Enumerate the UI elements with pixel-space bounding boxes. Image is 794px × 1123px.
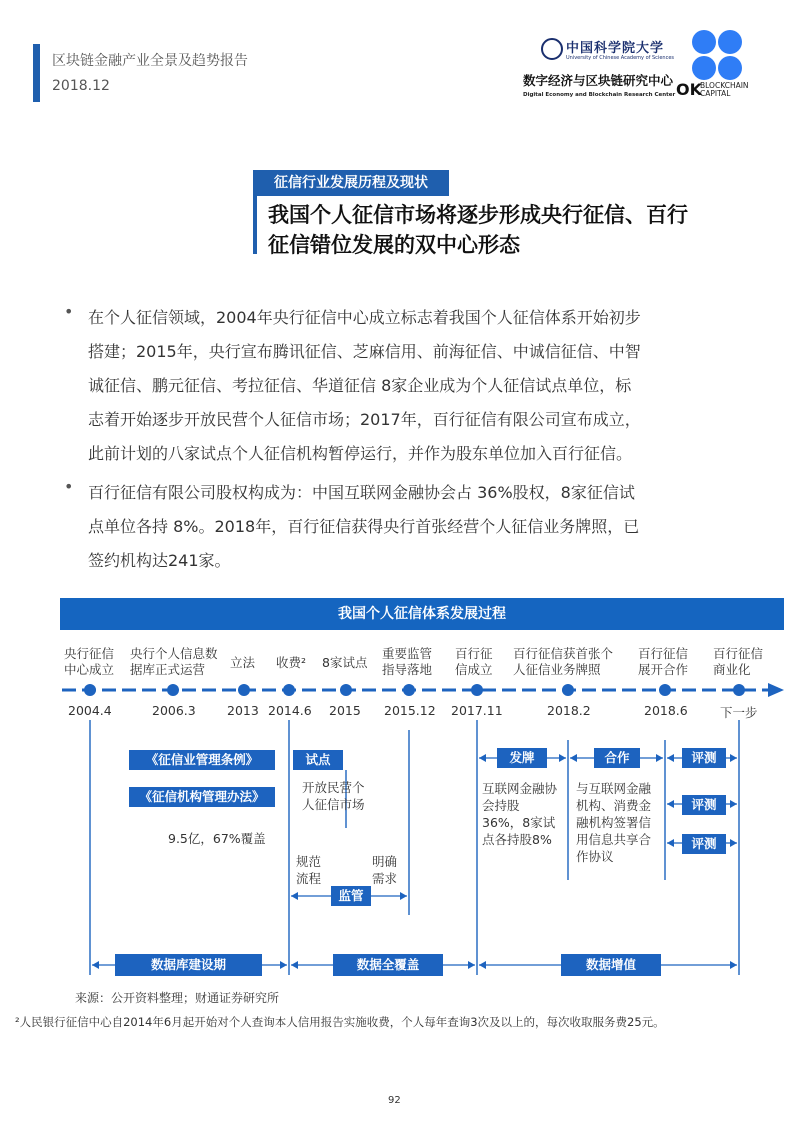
cooperation-text-line: 融机构签署信	[576, 815, 652, 830]
section-title-line2: 征信错位发展的双中心形态	[268, 233, 520, 257]
license-box: 发牌	[497, 748, 547, 768]
event-label-line: 信成立	[455, 662, 493, 677]
event-label-line: 百行征信	[638, 646, 689, 661]
demand-text	[372, 853, 397, 887]
event-label-line: 立法	[230, 655, 256, 670]
section-title-line1: 我国个人征信市场将逐步形成央行征信、百行	[268, 203, 688, 227]
event-label-line: 指导落地	[382, 662, 433, 677]
event-label-line: 央行个人信息数	[130, 646, 218, 661]
cooperation-text-line: 与互联网金融	[576, 781, 652, 796]
evaluation-box: 评测	[682, 795, 726, 815]
supervision-box: 监管	[331, 886, 371, 906]
event-date: 2017.11	[451, 703, 503, 718]
evaluation-box: 评测	[682, 748, 726, 768]
event-date: 2006.3	[152, 703, 196, 718]
law-box-agency-rules: 《征信机构管理办法》	[129, 787, 275, 807]
okcapital-logo-ok: OK	[676, 80, 702, 99]
bullet-dot-2: •	[64, 477, 74, 496]
event-date: 2018.2	[547, 703, 591, 718]
report-title: 区块链金融产业全景及趋势报告	[52, 53, 248, 69]
cooperation-text	[576, 780, 651, 865]
event-date: 2015	[329, 703, 361, 718]
event-label-line: 重要监管	[382, 646, 433, 661]
event-date: 2018.6	[644, 703, 688, 718]
event-label-line: 人征信业务牌照	[513, 662, 601, 677]
cas-logo-name: 中国科学院大学	[566, 41, 665, 56]
evaluation-box: 评测	[682, 834, 726, 854]
paragraph-line: 志着开始逐步开放民营个人征信市场；2017年，百行征信有限公司宣布成立，	[88, 410, 641, 429]
license-text-line: 互联网金融协	[482, 781, 558, 796]
paragraph-line: 签约机构达241家。	[88, 551, 231, 570]
timeline-arrowhead-icon	[768, 683, 784, 697]
cooperation-box: 合作	[594, 748, 640, 768]
process-text	[296, 853, 321, 887]
event-label-line: 8家试点	[322, 655, 368, 670]
event-label-line: 收费²	[276, 655, 307, 670]
event-label-line: 百行征	[455, 646, 493, 661]
law-box-credit-regulation: 《征信业管理条例》	[129, 750, 275, 770]
license-text-line: 会持股	[482, 798, 520, 813]
process-text-line: 规范	[296, 854, 322, 869]
event-label-line: 展开合作	[638, 662, 689, 677]
timeline-title-band: 我国个人征信体系发展过程	[60, 598, 784, 630]
page-number: 92	[388, 1095, 401, 1106]
event-label-line: 据库正式运营	[130, 662, 206, 677]
pilot-text-line: 开放民营个	[302, 780, 365, 795]
paragraph-line: 搭建；2015年，央行宣布腾讯征信、芝麻信用、前海征信、中诚信征信、中智	[88, 342, 641, 361]
event-label-line: 百行征信	[713, 646, 764, 661]
event-label-line: 中心成立	[64, 662, 115, 677]
event-label-line: 商业化	[713, 662, 751, 677]
event-date: 2015.12	[384, 703, 436, 718]
pilot-text	[302, 779, 365, 813]
section-label: 征信行业发展历程及现状	[253, 170, 449, 196]
report-date: 2018.12	[52, 78, 110, 94]
process-text-line: 流程	[296, 871, 322, 886]
cooperation-text-line: 作协议	[576, 849, 614, 864]
coverage-text: 9.5亿，67%覆盖	[168, 831, 266, 846]
paragraph-line: 此前计划的八家试点个人征信机构暂停运行，并作为股东单位加入百行征信。	[88, 444, 633, 463]
pilot-text-line: 人征信市场	[302, 797, 365, 812]
phase-full-coverage: 数据全覆盖	[333, 954, 443, 976]
paragraph-line: 点单位各持 8%。2018年，百行征信获得央行首张经营个人征信业务牌照，已	[88, 517, 640, 536]
footnote: ²人民银行征信中心自2014年6月起开始对个人查询本人信用报告实施收费，个人每年查询3次及以上的，每次收取服务费25元。	[15, 1015, 665, 1029]
event-label-line: 央行征信	[64, 646, 115, 661]
cooperation-text-line: 用信息共享合	[576, 832, 652, 847]
demand-text-line: 需求	[372, 871, 398, 886]
bullet-dot-1: •	[64, 302, 74, 321]
event-date: 下一步	[720, 705, 758, 720]
event-date: 2004.4	[68, 703, 112, 718]
paragraph-line: 在个人征信领域，2004年央行征信中心成立标志着我国个人征信体系开始初步	[88, 308, 641, 327]
paragraph-line: 百行征信有限公司股权构成为：中国互联网金融协会占 36%股权，8家征信试	[88, 483, 635, 502]
event-label-line: 百行征信获首张个	[513, 646, 614, 661]
demand-text-line: 明确	[372, 854, 398, 869]
cas-logo-en: University of Chinese Academy of Sciences	[566, 55, 674, 61]
okcapital-logo-line1: BLOCKCHAIN	[700, 81, 749, 90]
paragraph-line: 诚征信、鹏元征信、考拉征信、华道征信 8家企业成为个人征信试点单位，标	[88, 376, 632, 395]
license-text	[482, 780, 557, 848]
source-note: 来源：公开资料整理；财通证券研究所	[75, 991, 280, 1005]
center-logo-en: Digital Economy and Blockchain Research Center	[523, 92, 676, 98]
okcapital-logo-line2: CAPITAL	[700, 89, 731, 98]
center-logo-cn: 数字经济与区块链研究中心	[523, 73, 674, 88]
pilot-box: 试点	[293, 750, 343, 770]
license-text-line: 36%，8家试	[482, 815, 556, 830]
cooperation-text-line: 机构、消费金	[576, 798, 652, 813]
license-text-line: 点各持股8%	[482, 832, 552, 847]
phase-value-added: 数据增值	[561, 954, 661, 976]
event-date: 2014.6	[268, 703, 312, 718]
phase-database-building: 数据库建设期	[115, 954, 262, 976]
event-date: 2013	[227, 703, 259, 718]
